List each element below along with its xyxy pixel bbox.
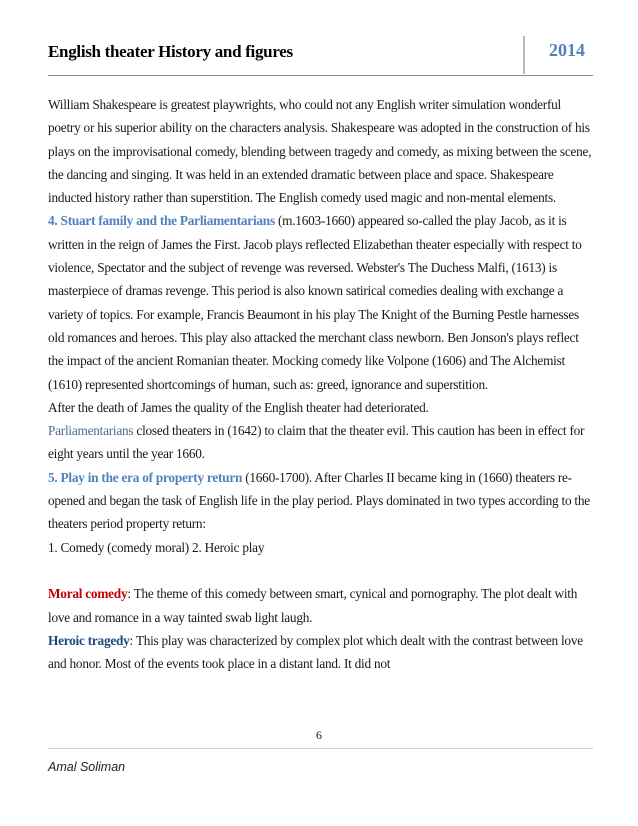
- footer-author: Amal Soliman: [48, 760, 126, 774]
- header-divider: [523, 36, 525, 74]
- paragraph-shakespeare: William Shakespeare is greatest playwrights, who could not any English writer simulation wonderful poetry or his superior ability on the characters analysis. Shakespeare was adopted in the construction of his plays on the improvisational comedy, blending between tragedy and comedy, as mixing between the scene, the dancing and singing. It was held in an extended dramatic between place and space. Shakespeare inducted history rather than superstition. The English comedy used magic and non-mental elements.: [48, 97, 592, 206]
- page-header: [48, 36, 593, 76]
- heroic-tragedy-term: Heroic tragedy: [48, 632, 130, 648]
- page-number: 6: [316, 728, 322, 742]
- paragraph-parliamentarians: [48, 419, 596, 466]
- parliamentarians-text: closed theaters in (1642) to claim that the theater evil. This caution has been in effect for eight years until the year 1660.: [48, 423, 585, 462]
- section-heading-4: 4. Stuart family and the Parliamentarians: [48, 213, 275, 229]
- moral-comedy-term: Moral comedy: [48, 586, 128, 602]
- play-types-line: 1. Comedy (comedy moral) 2. Heroic play: [48, 539, 265, 555]
- paragraph-james: After the death of James the quality of the English theater had deteriorated.: [48, 399, 429, 415]
- document-body: [48, 93, 596, 675]
- paragraph-property-return: [48, 466, 596, 536]
- parliamentarians-term: Parliamentarians: [48, 423, 134, 439]
- blank-line: [48, 559, 596, 582]
- paragraph-stuart: [48, 209, 596, 395]
- document-title: English theater History and figures: [48, 42, 293, 61]
- header-rule: [48, 75, 593, 76]
- moral-comedy-text: : The theme of this comedy between smart, cynical and pornography. The plot dealt with love and romance in a way tainted swab light laugh.: [48, 586, 578, 625]
- heroic-tragedy-text: : This play was characterized by complex plot which dealt with the contrast between love and honor. Most of the events took place in a distant land. It did not: [48, 632, 583, 672]
- section-heading-5: 5. Play in the era of property return: [48, 469, 243, 485]
- section-5-text: (1660-1700). After Charles II became king in (1660) theaters re-opened and began the task of English life in the play period. Plays dominated in two types according to the theaters period property return:: [48, 469, 590, 532]
- document-year: 2014: [549, 40, 585, 60]
- paragraph-heroic-tragedy: [48, 629, 596, 676]
- section-4-text: (m.1603-1660) appeared so-called the play Jacob, as it is written in the reign of James the First. Jacob plays reflected Elizabethan theater especially with respect to violence, Spectator and the subject of revenge was reversed. Webster's The Duchess Malfi, (1613) is masterpiece of dramas revenge. This period is also known satirical comedies dealing with exchange a variety of topics. For example, Francis Beaumont in his play The Knight of the Burning Pestle harnesses old romances and heroes. This play also attacked the merchant class newborn. Ben Jonson's plays reflect the impact of the ancient Romanian theater. Mocking comedy like Volpone (1606) and The Alchemist (1610) represented shortcomings of human, such as: greed, ignorance and superstition.: [48, 213, 582, 392]
- footer-rule: [48, 748, 593, 749]
- paragraph-moral-comedy: [48, 582, 596, 629]
